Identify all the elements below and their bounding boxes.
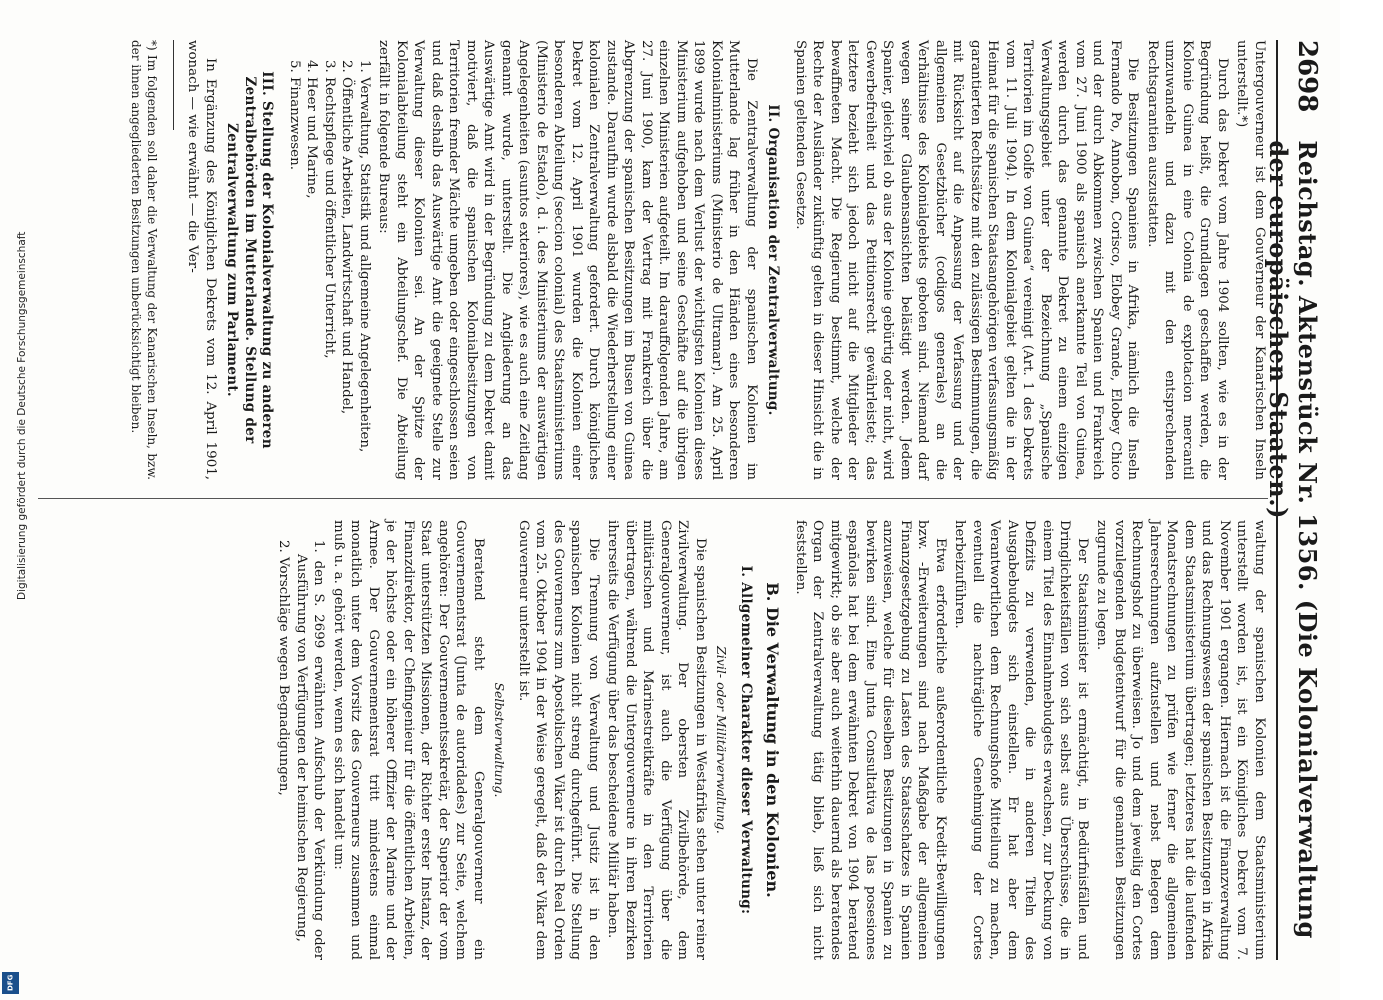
paragraph: Durch das Dekret vom Jahre 1904 sollten, wie es in der Begründung heißt, die Grundlagen geschaffen werden, die Kolonie Guinea in eine Colonia de explotacion mercantil umzuwandeln und dazu mit den entsprechenden Rechtsgarantien auszustatten. [1145,40,1230,480]
page-number: 2698 [1292,40,1322,113]
paragraph: In Ergänzung des Königlichen Dekrets vom 12. April 1901, wonach — wie erwähnt — die Ver- [185,40,218,480]
paragraph: Etwa erforderliche außerordentliche Kredit-Bewilligungen bzw. -Erweiterungen sind nach Maßgabe der allgemeinen Finanzgesetzgebung zu Lasten des Staatsschatzes in Spanien anzuweisen, welche für dieselben Besitzungen in Spanien zu bewirken sind. Eine Junta Consultativa de las posesiones españolas hat bei dem erwähnten Dekret von 1904 beratend mitgewirkt; ob sie aber auch weiterhin dauernd als beratendes Organ der Zentralverwaltung tätig blieb, ließ sich nicht feststellen. [793,520,948,960]
footnote-rule [173,40,174,130]
dfg-logo: DFG [2,972,19,994]
left-column [128,40,1268,480]
paragraph: Untergouverneur ist dem Gouverneur der Kanarischen Inseln unterstellt.*) [1234,40,1267,480]
council-list [275,520,328,960]
section-heading: B. Die Verwaltung in den Kolonien. [763,582,783,898]
subsection-heading: Zivil- oder Militärverwaltung. [714,646,730,834]
credit-text: Digitalisierung gefördert durch die Deutsche Forschungsgemeinschaft [16,231,28,600]
page-title: Reichstag. Aktenstück Nr. 1356. (Die Kolonialverwaltung der europäischen Staaten.) [1264,140,1322,939]
paragraph: waltung der spanischen Kolonien dem Staatsministerium unterstellt worden ist, ist ein Königliches Dekret vom 7. November 1901 ergangen. Hiernach ist die Finanzverwaltung und das Rechnungswesen der spanischen Besitzungen in Afrika dem Staatsministerium übertragen; letzteres hat die laufenden Monatsrechnungen zu prüfen wie ferner die allgemeinen Jahresrechnungen aufzustellen und nebst Belegen dem Rechnungshof zu überweisen. Jo und dem jeweilig den Cortes vorzulegenden Budgetentwurf für die genannten Besitzungen zugrunde zu legen. [1094,520,1267,960]
list-item: 1. den S. 2699 erwähnten Aufschub der Verkündung oder Ausführung von Verfügungen der heimischen Regierung, [294,540,327,960]
paragraph: Beratend steht dem Generalgouverneur ein Gouvernementsrat (Junta de autoridades) zur Seite, welchem angehören: Der Gouvernementssekretär, der Superior der vom Staat unterstützten Missionen, der Richter erster Instanz, der Finanzdirektor, der Chefingenieur für die öffentlichen Arbeiten, je der höchste oder ein höherer Offizier der Marine und der Armee. Der Gouvernementsrat tritt mindestens einmal monatlich unter dem Vorsitz des Gouverneurs zusammen und muß u. a. gehört werden, wenn es sich handelt um: [331,520,486,960]
header-rule [1276,40,1278,960]
list-item: 1. Verwaltung, Statistik und allgemeine Angelegenheiten, [357,60,372,453]
section-heading: II. Organisation der Zentralverwaltung. [765,104,782,416]
paragraph: Die Trennung von Verwaltung und Justiz ist in den spanischen Kolonien nicht streng durchgeführt. Die Stellung des Gouverneurs zum Apostolischen Vikar ist durch Real Orden vom 25. Oktober 1904 in der Weise geregelt, daß der Vikar dem Gouverneur unterstellt ist. [516,520,601,960]
list-item: 2. Vorschläge wegen Begnadigungen, [276,540,292,796]
subsection-heading: Selbstverwaltung. [492,682,508,798]
list-item: 2. Öffentliche Arbeiten, Landwirtschaft und Handel, [339,60,355,415]
bureau-list [286,40,374,480]
page-header [1264,40,1322,960]
section-heading: III. Stellung der Kolonialverwaltung zu anderen Zentralbehörden im Mutterlande. Stellung der Zentralverwaltung zum Parlament. [224,71,276,449]
paragraph: Die Zentralverwaltung der spanischen Kolonien im Mutterlande lag früher in den Händen eines besonderen Kolonialministeriums (Ministerio de Ultramar). Am 25. April 1899 wurde nach dem Verlust der wichtigsten Kolonien dieses Ministerium aufgehoben und seine Geschäfte auf die übrigen einzelnen Ministerien aufgeteilt. Im darauffolgenden Jahre, am 27. Juni 1900, kam der Vertrag mit Frankreich über die Abgrenzung der spanischen Besitzungen im Busen von Guinea zustande. Daraufhin wurde alsbald die Wiederherstellung einer kolonialen Zentralverwaltung gefordert. Durch königliches Dekret vom 12. April 1901 wurden die Kolonien einer besonderen Abteilung (seccion colonial) des Staatsministeriums (Ministerio de Estado), d. i. des Ministeriums der auswärtigen Angelegenheiten (asuntos exteriores), wie es auch eine Zeitlang genannt wurde, unterstellt. Die Angliederung an das Auswärtige Amt wird in der Begründung zu dem Dekret damit motiviert, daß die spanischen Kolonialbesitzungen von Territorien fremder Mächte umgeben oder eingeschlossen seien und daß deshalb das Auswärtige Amt die geeignete Stelle zur Verwaltung dieser Kolonien sei. An der Spitze der Kolonialabteilung steht ein Abteilungschef. Die Abteilung zerfällt in folgende Bureaus: [376,40,759,480]
list-item: 4. Heer und Marine, [304,60,320,199]
list-item: 3. Rechtspflege und öffentlicher Unterricht, [322,60,337,359]
column-divider [38,498,1268,499]
credit-strip [0,0,28,1000]
section-heading: I. Allgemeiner Charakter dieser Verwaltung: [738,565,754,915]
paragraph: Die spanischen Besitzungen in Westafrika stehen unter reiner Zivilverwaltung. Der obersten Zivilbehörde, dem Generalgouverneur, ist auch die Verfügung über die militärischen und Marinestreitkräfte in den Territorien übertragen, während die Untergouverneure in ihren Bezirken ihrerseits die Verfügung über das bescheidene Militär haben. [605,520,708,960]
paragraph: Die Besitzungen Spaniens in Afrika, nämlich die Inseln Fernando Po, Annobon, Corisco, Elobey Grande, Elobey Chico und der durch Abkommen zwischen Spanien und Frankreich vom 27. Juni 1900 als spanisch anerkannte Teil von Guinea, werden durch das genannte Dekret zu einem einzigen Verwaltungsgebiet unter der Bezeichnung „Spanische Territorien im Golfe von Guinea“ vereinigt (Art. 1 des Dekrets vom 11. Juli 1904). In dem Kolonialgebiet gelten die in der Heimat für die spanischen Staatsangehörigen verfassungsmäßig garantierten Rechtssätze mit den zulässigen Bestimmungen, die mit Rücksicht auf die Anpassung der Verfassung und der allgemeinen Gesetzbücher (codigos generales) an die Verhältnisse des Kolonialgebiets geboten sind. Niemand darf wegen seiner Glaubensansichten belästigt werden. Jedem Spanier, gleichviel ob aus der Kolonie gebürtig oder nicht, wird Gewerbefreiheit und das Petitionsrecht gewährleistet; das letztere bezieht sich jedoch nicht auf die Mitglieder der bewaffneten Macht. Die Regierung bestimmt, welche der Rechte der Ausländer zukünftig gelten in dieser Hinsicht die in Spanien geltenden Gesetze. [793,40,1141,480]
list-item: 5. Finanzwesen. [287,60,302,170]
right-column [271,520,1268,960]
paragraph: Der Staatsminister ist ermächtigt, in Bedürfnisfällen und Dringlichkeitsfällen von sich selbst aus Überschüsse, die in einem Titel des Einnahmebudgets erwachsen, zur Deckung von Defizits zu verwenden, die in anderen Titeln des Ausgabebudgets sich einstellen. Er hat aber dem Verantwortlichen dem Rechnungshofe Mitteilung zu machen, eventuell die nachträgliche Genehmigung der Cortes herbeizuführen. [952,520,1090,960]
footnote: *) Im folgenden soll daher die Verwaltung der Kanarischen Inseln, bzw. der ihnen angegliederten Besitzungen unberücksichtigt bleiben. [129,40,159,480]
